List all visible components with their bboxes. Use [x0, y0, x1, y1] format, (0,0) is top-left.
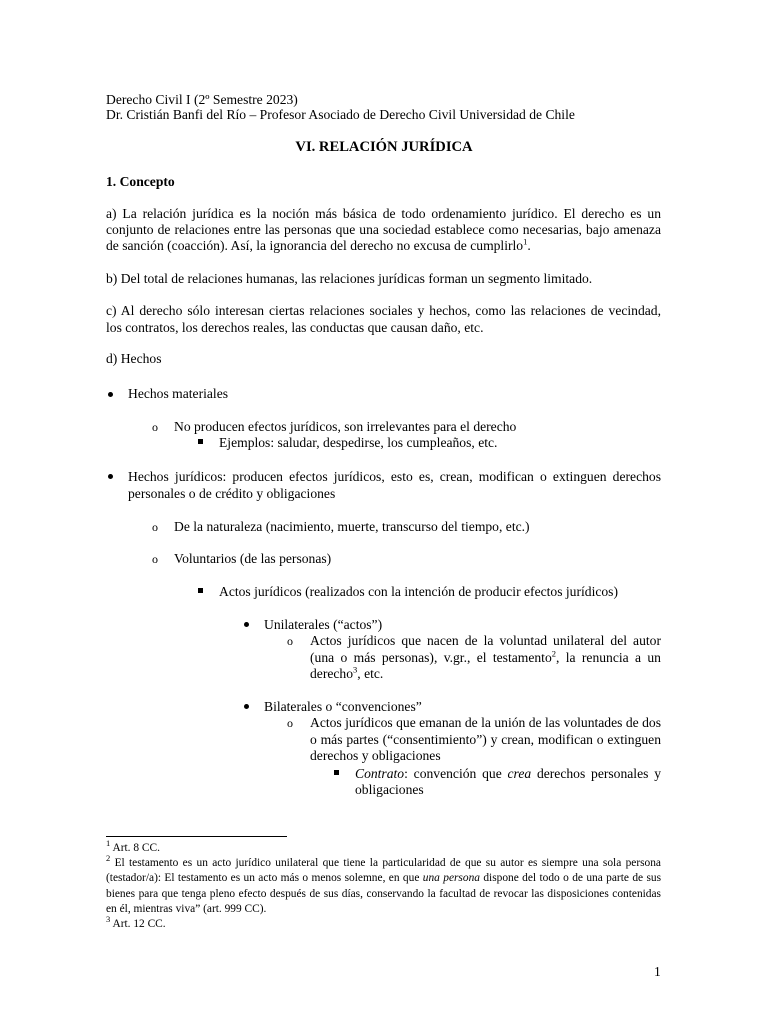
footnote-2: $^2$ El testamento es un acto jurídico unilateral que tiene la particularidad de que su autor es siempre una sola persona (testador/a): El testamento es un acto más o menos solemne, en que una persona dispone del todo o de una parte de sus bienes para que tenga pleno efecto después de sus días, conservando la facultad de revocar las disposiciones contenidas en él, mientras viva” (art. 999 CC). — [106, 853, 662, 915]
hollow-bullet-icon: o — [152, 420, 158, 434]
document-title: VI. RELACIÓN JURÍDICA — [295, 139, 473, 155]
footnote-ref-2: 2 — [551, 648, 556, 659]
list-item-voluntarios: Voluntarios (de las personas) — [174, 551, 332, 566]
paragraph-a-line2: conjunto de relaciones entre las personas que una sociedad establece como necesarias, bajo amenaza — [106, 222, 661, 237]
contrato-line1: Contrato: convención que crea derechos personales y — [355, 766, 661, 781]
bilaterales-desc-line1: Actos jurídicos que emanan de la unión de las voluntades de dos — [310, 715, 661, 730]
hollow-bullet-icon: o — [152, 552, 158, 566]
unilaterales-desc-line1: Actos jurídicos que nacen de la voluntad unilateral del autor — [310, 633, 661, 648]
course-header: Derecho Civil I (2º Semestre 2023) — [106, 92, 298, 107]
unilaterales-desc-line3: derecho$^3$, etc. — [310, 664, 384, 681]
bullet-icon — [108, 392, 113, 397]
bullet-icon — [244, 622, 249, 627]
bullet-icon — [108, 474, 113, 479]
list-item-naturaleza: De la naturaleza (nacimiento, muerte, transcurso del tiempo, etc.) — [174, 519, 530, 534]
hollow-bullet-icon: o — [287, 716, 293, 730]
square-bullet-icon — [198, 439, 203, 444]
paragraph-b: b) Del total de relaciones humanas, las relaciones jurídicas forman un segmento limitado. — [106, 271, 593, 286]
list-item-bilaterales: Bilaterales o “convenciones” — [264, 699, 422, 714]
hollow-bullet-icon: o — [287, 634, 293, 648]
list-item-unilaterales: Unilaterales (“actos”) — [264, 617, 383, 632]
paragraph-d: d) Hechos — [106, 351, 162, 366]
page-number: 1 — [654, 964, 661, 979]
unilaterales-desc-line2: (una o más personas), v.gr., el testamento$^2$, la renuncia a un — [310, 648, 661, 665]
paragraph-a-line3: de sanción (coacción). Así, la ignorancia del derecho no excusa de cumplirlo$^1$. — [106, 236, 531, 253]
footnote-1: $^1$ Art. 8 CC. — [106, 838, 160, 854]
hollow-bullet-icon: o — [152, 520, 158, 534]
bullet-icon — [244, 704, 249, 709]
list-item-no-producen: No producen efectos jurídicos, son irrelevantes para el derecho — [174, 419, 517, 434]
professor-header: Dr. Cristián Banfi del Río – Profesor Asociado de Derecho Civil Universidad de Chile — [106, 107, 575, 122]
footnote-separator — [106, 836, 287, 837]
square-bullet-icon — [198, 588, 203, 593]
paragraph-a-line1: a) La relación jurídica es la noción más básica de todo ordenamiento jurídico. El derecho es un — [106, 206, 661, 221]
list-item-hechos-juridicos-line2: personales o de crédito y obligaciones — [128, 486, 336, 501]
list-item-actos-juridicos: Actos jurídicos (realizados con la intención de producir efectos jurídicos) — [219, 584, 618, 599]
list-item-hechos-juridicos-line1: Hechos jurídicos: producen efectos jurídicos, esto es, crean, modifican o extinguen derechos — [128, 469, 661, 484]
contrato-line2: obligaciones — [355, 782, 424, 797]
paragraph-c-line2: los contratos, los derechos reales, las conductas que causan daño, etc. — [106, 320, 484, 335]
footnote-3: $^3$ Art. 12 CC. — [106, 914, 166, 930]
footnote-ref-1: 1 — [523, 236, 528, 247]
section-heading: 1. Concepto — [106, 174, 175, 189]
paragraph-c-line1: c) Al derecho sólo interesan ciertas relaciones sociales y hechos, como las relaciones de vecindad, — [106, 303, 661, 318]
bilaterales-desc-line3: derechos y obligaciones — [310, 748, 441, 763]
bilaterales-desc-line2: o más partes (“consentimiento”) y crean, modifican o extinguen — [310, 732, 661, 747]
list-item-ejemplos: Ejemplos: saludar, despedirse, los cumpleaños, etc. — [219, 435, 498, 450]
list-item-hechos-materiales: Hechos materiales — [128, 386, 229, 401]
footnote-ref-3: 3 — [353, 664, 358, 675]
square-bullet-icon — [334, 770, 339, 775]
